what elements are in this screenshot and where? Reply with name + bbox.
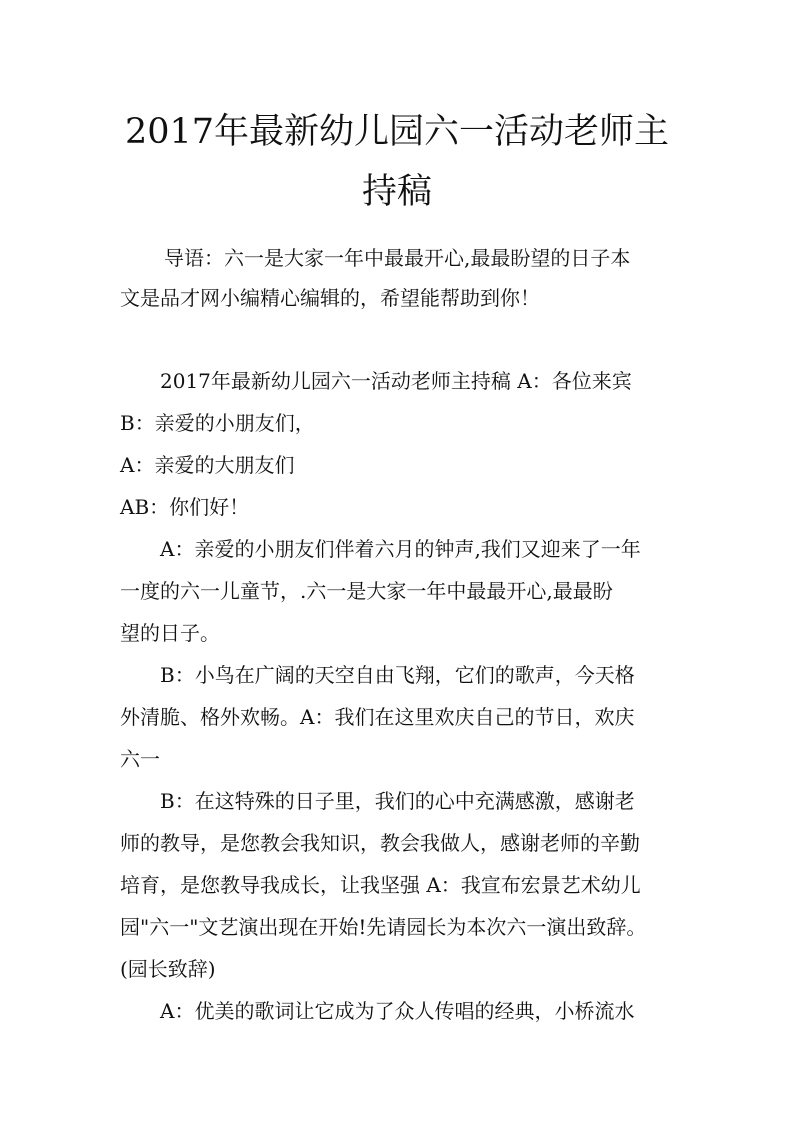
intro-line-2: 文是品才网小编精心编辑的，希望能帮助到你！ xyxy=(120,286,540,310)
dialogue-line: 园"六一"文艺演出现在开始!先请园长为本次六一演出致辞。 xyxy=(120,915,647,939)
dialogue-line: B：亲爱的小朋友们， xyxy=(120,411,315,435)
dialogue-line: 外清脆、格外欢畅。A：我们在这里欢庆自己的节日，欢庆 xyxy=(120,705,635,729)
document-title-line-2: 持稿 xyxy=(361,172,432,212)
dialogue-line: 一度的六一儿童节，.六一是大家一年中最最开心,最最盼 xyxy=(120,579,613,603)
dialogue-line: 六一 xyxy=(120,747,160,771)
dialogue-line: A：亲爱的大朋友们 xyxy=(120,453,295,477)
document-title-line-1: 2017年最新幼儿园六一活动老师主 xyxy=(124,112,670,152)
intro-line-1: 导语：六一是大家一年中最最开心,最最盼望的日子本 xyxy=(164,246,631,270)
dialogue-line: AB：你们好！ xyxy=(120,495,250,519)
dialogue-line: (园长致辞) xyxy=(120,957,216,981)
dialogue-line: A：优美的歌词让它成为了众人传唱的经典，小桥流水 xyxy=(160,999,635,1023)
dialogue-line: A：亲爱的小朋友们伴着六月的钟声,我们又迎来了一年 xyxy=(160,537,641,561)
dialogue-line: 望的日子。 xyxy=(120,621,220,645)
script-heading-line: 2017年最新幼儿园六一活动老师主持稿 A：各位来宾 xyxy=(160,369,632,393)
dialogue-line: 师的教导，是您教会我知识，教会我做人，感谢老师的辛勤 xyxy=(120,831,640,855)
dialogue-line: 培育，是您教导我成长，让我坚强 A：我宣布宏景艺术幼儿 xyxy=(120,873,641,897)
dialogue-line: B：小鸟在广阔的天空自由飞翔，它们的歌声，今天格 xyxy=(160,663,635,687)
dialogue-line: B：在这特殊的日子里，我们的心中充满感激，感谢老 xyxy=(160,789,635,813)
